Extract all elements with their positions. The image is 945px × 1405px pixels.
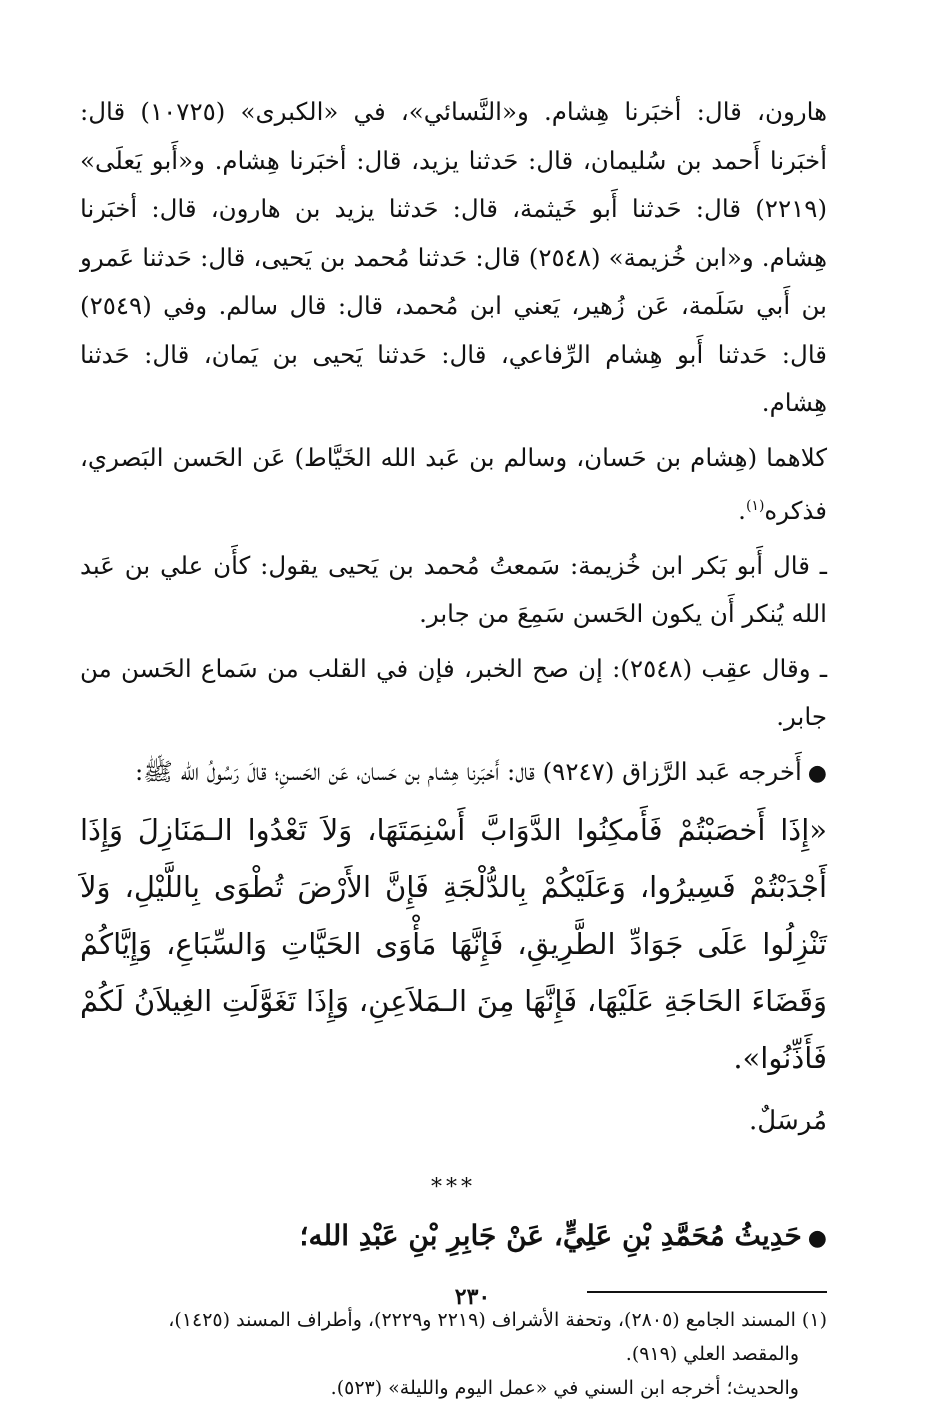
footnotes xyxy=(80,1303,827,1405)
bullet-icon: ● xyxy=(807,1225,827,1252)
footnote-ref[interactable]: (١) xyxy=(745,498,765,514)
ibn-khuzayma-paragraph: ـ قال أَبو بَكر ابن خُزيمة: سَمعتُ مُحمد بن يَحيى يقول: كأَن علي بن عَبد الله يُنكر أَن يكون الحَسن سَمِعَ من جابر. xyxy=(80,550,827,629)
aqib-paragraph: ـ وقال عقِب (٢٥٤٨): إن صح الخبر، فإن في القلب من سَماع الحَسن من جابر. xyxy=(80,653,827,732)
footnote-1-line-2: والمقصد العلي (٩١٩). xyxy=(625,1343,799,1366)
bullet-icon: ● xyxy=(807,760,827,786)
page-body xyxy=(80,88,827,1405)
footnote-1-line-1: (١) المسند الجامع (٢٨٠٥)، وتحفة الأشراف (٢٢١٩ و٢٢٢٩)، وأطراف المسند (١٤٢٥)، xyxy=(168,1309,827,1332)
section-separator: *** xyxy=(431,1175,476,1201)
isnad-paragraph: هارون، قال: أخبَرنا هِشام. و«النَّسائي»، في «الكبرى» (١٠٧٢٥) قال: أخبَرنا أَحمد بن سُليمان، قال: حَدثنا يزيد، قال: أخبَرنا هِشام. و«أَبو يَعلَى» (٢٢١٩) قال: حَدثنا أَبو خَيثمة، قال: حَدثنا يزيد بن هارون، قال: أخبَرنا هِشام. و«ابن خُزيمة» (٢٥٤٨) قال: حَدثنا مُحمد بن يَحيى، قال: حَدثنا عَمرو بن أَبي سَلَمة، عَن زُهير، يَعني ابن مُحمد، قال: قال سالم. وفي (٢٥٤٩) قال: حَدثنا أَبو هِشام الرِّفاعي، قال: حَدثنا يَحيى بن يَمان، قال: حَدثنا هِشام. xyxy=(80,97,827,417)
both-narrators-text: كلاهما (هِشام بن حَسان، وسالم بن عَبد الله الخَيَّاط) عَن الحَسن البَصري، فذكره xyxy=(80,442,827,526)
footnote-1-line-3: والحديث؛ أخرجه ابن السني في «عمل اليوم والليلة» (٥٢٣). xyxy=(330,1377,799,1400)
mursal-label: مُرسَلٌ. xyxy=(748,1106,827,1137)
section-heading-text: حَدِيثُ مُحَمَّدِ بْنِ عَلِيٍّ، عَنْ جَابِرِ بْنِ عَبْدِ الله؛ xyxy=(299,1219,802,1253)
section-heading xyxy=(80,1209,827,1265)
abdurrazzaq-text: أَخرجه عَبد الرَّزاق (٩٢٤٧) قال: أَخبَرنا هِشام بن حَسان، عَن الحَسنِ؛ قالَ رَسُولُ الله ﷺ: xyxy=(135,756,802,786)
page-number: ٢٣٠ xyxy=(454,1284,491,1310)
both-narrators-paragraph: كلاهما (هِشام بن حَسان، وسالم بن عَبد الله الخَيَّاط) عَن الحَسن البَصري، فذكره$^{(١)}$. xyxy=(80,442,827,526)
abdurrazzaq-paragraph xyxy=(80,748,827,799)
hadith-text: «إِذَا أَخصَبْتُمْ فَأَمكِنُوا الدَّوَابَّ أَسْنِمَتَهَا، وَلاَ تَعْدُوا الـمَنَازِلَ وَإِذَا أَجْدَبْتُمْ فَسِيرُوا، وَعَلَيْكُمْ بِالدُّلْجَةِ فَإِنَّ الأَرْضَ تُطْوَى بِاللَّيْلِ، وَلاَ تَنْزِلُوا عَلَى جَوَادِّ الطَّرِيقِ، فَإِنَّهَا مَأْوَى الحَيَّاتِ وَالسِّبَاعِ، وَإِيَّاكُمْ وَقَضَاءَ الحَاجَةِ عَلَيْهَا، فَإِنَّهَا مِنَ الـمَلاَعِنِ، وَإِذَا تَغَوَّلَتِ الغِيلاَنُ لَكُمْ فَأَذِّنُوا». xyxy=(80,813,827,1076)
